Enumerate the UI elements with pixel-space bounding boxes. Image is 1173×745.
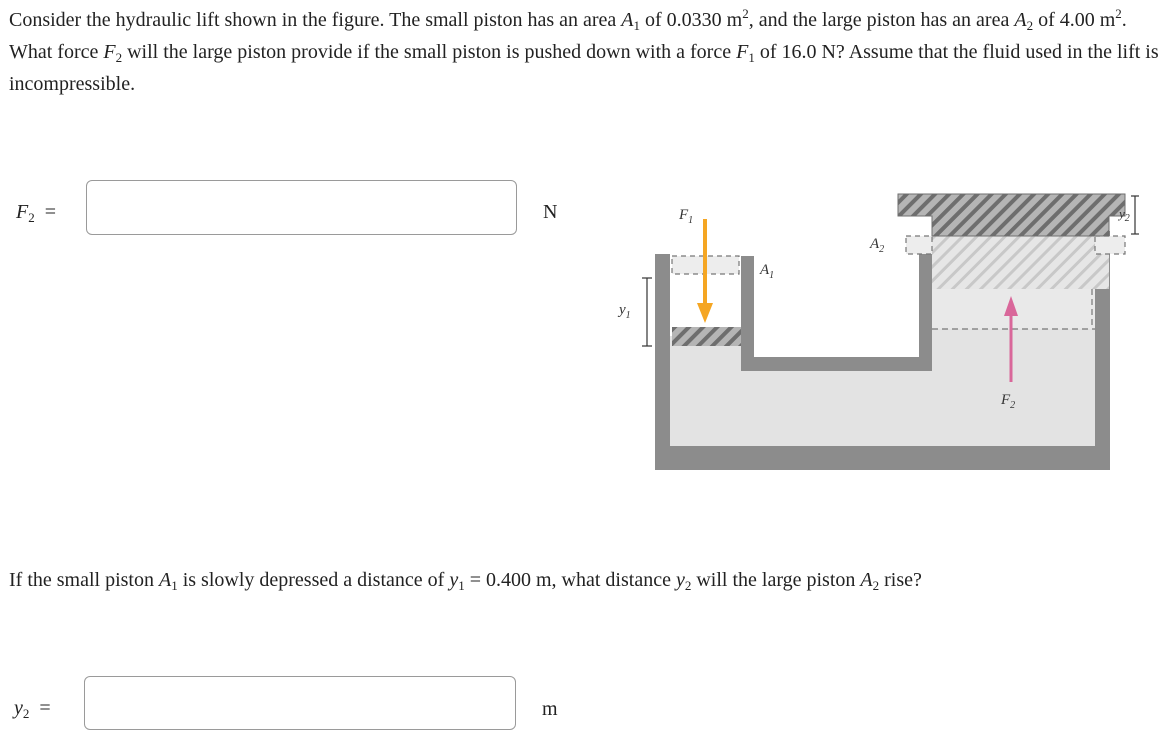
label-y1: $y_1$ [619,302,631,321]
divider-wall [741,238,932,371]
distance-answer-input[interactable] [84,676,516,730]
answer-1-unit: N [543,201,558,223]
label-a1: $A_1$ [760,262,775,281]
question-2-text: If the small piston $A_1$ is slowly depressed a distance of $y_1 = 0.400$ m, what distance $y_2$ will the large piston $A_2$ rise? [9,569,922,593]
large-piston-raised-outline [932,236,1109,289]
label-a2: $A_2$ [870,236,885,255]
answer-2-label: $y_2$ = [14,697,51,721]
answer-1-label: $F_2$ = [16,201,56,225]
answer-2-unit: m [542,698,558,720]
label-f2: $F_2$ [1001,392,1016,411]
large-piston [898,194,1125,236]
fluid [670,329,1095,446]
force-answer-input[interactable] [86,180,517,235]
force-f1-arrowhead [697,303,713,323]
question-1-text: Consider the hydraulic lift shown in the figure. The small piston has an area $A_1$ of 0.0330 $m^2$, and the large piston has an area $A_2$ of 4.00 $m^2$. What force $F_2$ will the large piston provide if the small piston is pushed down with a force $F_1$ of 16.0 N? Assume that the fluid used in the lift is incompressible. [9,6,1159,95]
small-piston [672,327,741,346]
hydraulic-lift-figure [615,186,1140,486]
label-f1: $F_1$ [679,207,694,226]
label-y2: $y_2$ [1119,206,1130,224]
